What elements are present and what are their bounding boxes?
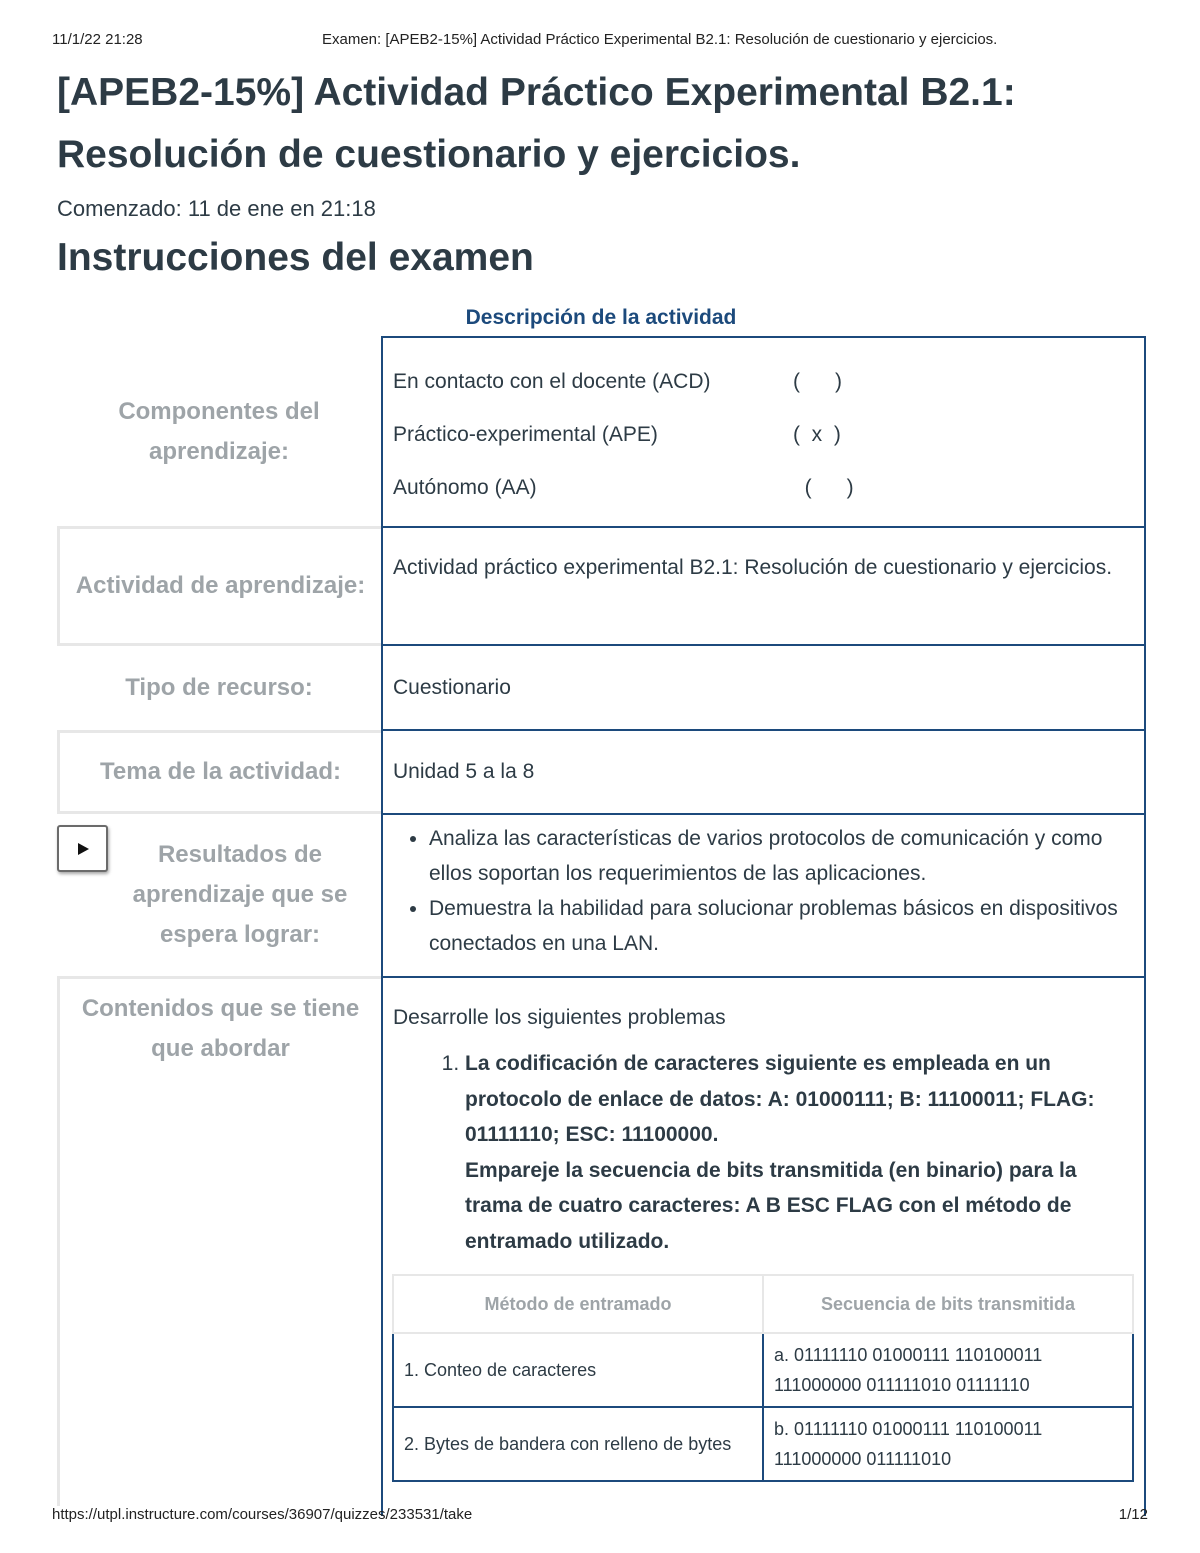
results-list xyxy=(393,821,1134,961)
components-label xyxy=(57,338,381,526)
print-footer-page: 1/12 xyxy=(1118,1506,1148,1523)
problem-instruction: Empareje la secuencia de bits transmitida (en binario) para la trama de cuatro caracteres: A B ESC FLAG con el método de entramado utilizado. xyxy=(465,1158,1077,1253)
component-mark: ( ) xyxy=(793,475,854,499)
list-item: • Demuestra la habilidad para solucionar problemas básicos en dispositivos conectados en una LAN. xyxy=(429,891,1134,961)
instructions-heading: Instrucciones del examen xyxy=(57,236,534,279)
results-cell xyxy=(381,813,1146,978)
component-mark: ( ) xyxy=(793,369,842,393)
table-header: Secuencia de bits transmitida xyxy=(763,1275,1133,1333)
component-item xyxy=(393,408,1134,461)
activity-label-text: Actividad de aprendizaje: xyxy=(75,572,366,599)
print-header-datetime: 11/1/22 21:28 xyxy=(52,31,143,48)
topic-label-text: Tema de la actividad: xyxy=(100,758,341,785)
contents-intro: Desarrolle los siguientes problemas xyxy=(393,1006,726,1029)
activity-label xyxy=(57,526,381,646)
quiz-title: [APEB2-15%] Actividad Práctico Experimental B2.1: Resolución de cuestionario y ejercicios. xyxy=(57,71,1016,176)
component-name: Autónomo (AA) xyxy=(393,475,537,499)
resource-value: Cuestionario xyxy=(393,675,511,699)
topic-value: Unidad 5 a la 8 xyxy=(393,760,535,783)
activity-cell xyxy=(381,526,1146,646)
component-item xyxy=(393,461,1134,514)
topic-cell xyxy=(381,729,1146,815)
table-cell: 1. Conteo de caracteres xyxy=(393,1333,763,1407)
topic-label xyxy=(57,730,381,814)
results-label-text: Resultados de aprendizaje que se espera lograr: xyxy=(132,841,348,948)
components-cell xyxy=(381,336,1146,528)
list-item: • Analiza las características de varios protocolos de comunicación y como ellos soportan los requerimientos de las aplicaciones. xyxy=(429,821,1134,891)
component-item xyxy=(393,355,1134,408)
table-header-row xyxy=(393,1275,1133,1333)
table-cell: b. 01111110 01000111 110100011 111000000 011111010 xyxy=(763,1407,1133,1481)
quiz-started-time: Comenzado: 11 de ene en 21:18 xyxy=(57,196,376,221)
activity-value: Actividad práctico experimental B2.1: Resolución de cuestionario y ejercicios. xyxy=(393,556,1113,579)
problem-statement: 1. La codificación de caracteres siguiente es empleada en un protocolo de enlace de datos: A: 01000111; B: 11100011; FLAG: 01111110; ESC: 11100000. xyxy=(465,1052,1095,1146)
problem-item xyxy=(465,1046,1134,1259)
resource-cell xyxy=(381,644,1146,731)
components-label-text: Componentes del aprendizaje: xyxy=(118,398,320,465)
component-name: En contacto con el docente (ACD) xyxy=(393,369,711,393)
contents-label xyxy=(57,976,381,1506)
table-cell: 2. Bytes de bandera con relleno de bytes xyxy=(393,1407,763,1481)
table-row xyxy=(393,1333,1133,1407)
resource-label xyxy=(57,646,381,730)
description-title: Descripción de la actividad xyxy=(465,306,737,329)
play-button[interactable] xyxy=(57,825,108,872)
contents-label-text: Contenidos que se tiene que abordar xyxy=(81,995,360,1062)
print-footer-url: https://utpl.instructure.com/courses/36907/quizzes/233531/take xyxy=(52,1506,473,1523)
play-icon xyxy=(76,842,90,856)
table-header: Método de entramado xyxy=(393,1275,763,1333)
print-header-title: Examen: [APEB2-15%] Actividad Práctico Experimental B2.1: Resolución de cuestionario y ejercicios. xyxy=(322,31,998,48)
resource-label-text: Tipo de recurso: xyxy=(125,674,313,701)
component-name: Práctico-experimental (APE) xyxy=(393,422,658,446)
table-cell: a. 01111110 01000111 110100011 111000000 011111010 01111110 xyxy=(763,1333,1133,1407)
component-mark: ( x ) xyxy=(793,422,841,446)
problem-list xyxy=(393,1046,1134,1259)
table-row xyxy=(393,1407,1133,1481)
matching-table xyxy=(392,1274,1134,1482)
